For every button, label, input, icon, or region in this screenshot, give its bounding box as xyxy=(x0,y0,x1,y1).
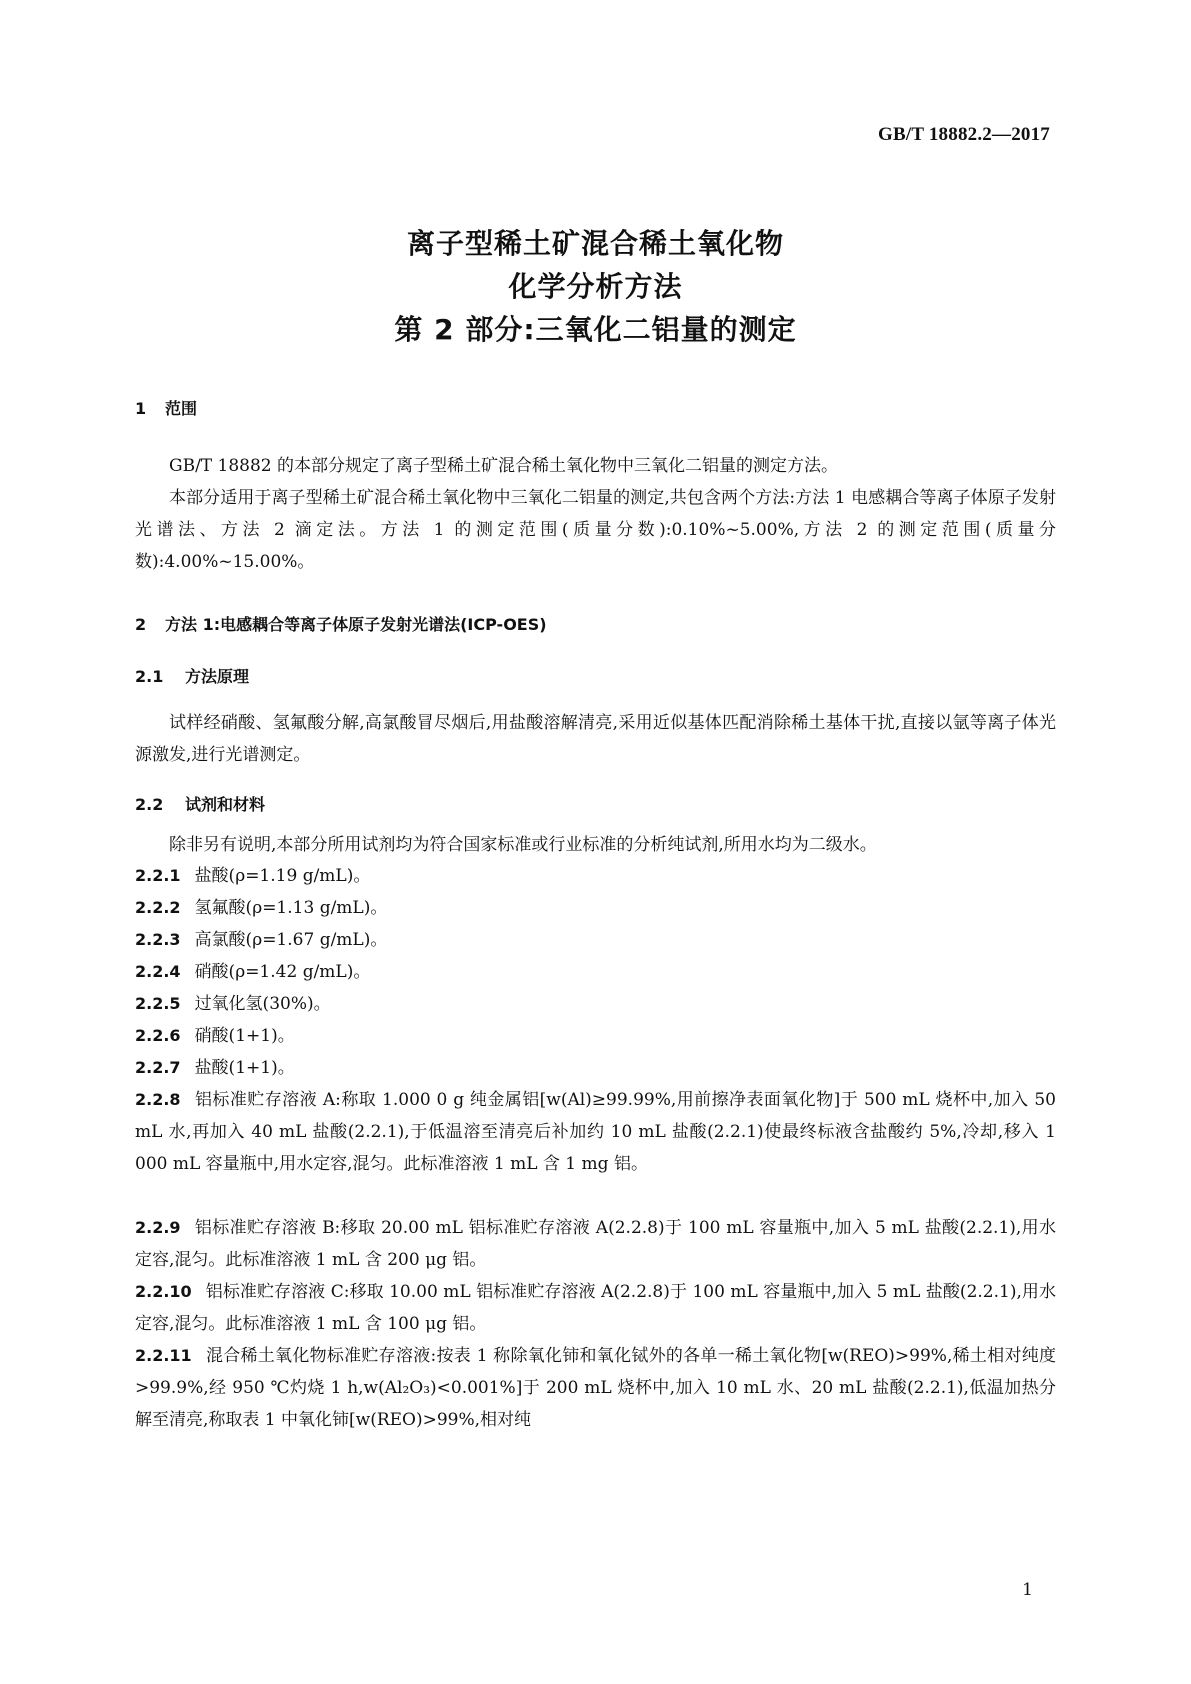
reagent-item xyxy=(135,924,1056,956)
reagent-item xyxy=(135,892,1056,924)
section-title: 方法原理 xyxy=(185,667,250,686)
item-number: 2.2.6 xyxy=(135,1026,181,1045)
reagent-item xyxy=(135,1212,1056,1276)
item-number: 2.2.2 xyxy=(135,898,181,917)
item-text: 铝标准贮存溶液 C:移取 10.00 mL 铝标准贮存溶液 A(2.2.8)于 100 mL 容量瓶中,加入 5 mL 盐酸(2.2.1),用水定容,混匀。此标准溶液 1 mL 含 100 μg 铝。 xyxy=(135,1282,1056,1334)
reagent-item xyxy=(135,860,1056,892)
section-2-1-paragraph: 试样经硝酸、氢氟酸分解,高氯酸冒尽烟后,用盐酸溶解清亮,采用近似基体匹配消除稀土基体干扰,直接以氩等离子体光源激发,进行光谱测定。 xyxy=(135,713,1056,765)
item-number: 2.2.7 xyxy=(135,1058,181,1077)
section-1-paragraph-2: 本部分适用于离子型稀土矿混合稀土氧化物中三氧化二铝量的测定,共包含两个方法:方法 1 电感耦合等离子体原子发射光谱法、方法 2 滴定法。方法 1 的测定范围(质量分数):0.10%~5.00%,方法 2 的测定范围(质量分数):4.00%~15.00%。 xyxy=(135,488,1056,572)
item-text: 铝标准贮存溶液 A:称取 1.000 0 g 纯金属铝[w(Al)≥99.99%,用前擦净表面氧化物]于 500 mL 烧杯中,加入 50 mL 水,再加入 40 mL 盐酸(2.2.1),于低温溶至清亮后补加约 10 mL 盐酸(2.2.1)使最终标液含盐酸约 5%,冷却,移入 1 000 mL 容量瓶中,用水定容,混匀。此标准溶液 1 mL 含 1 mg 铝。 xyxy=(135,1090,1056,1174)
document-title xyxy=(0,222,1191,351)
section-title: 范围 xyxy=(165,399,198,418)
reagent-item xyxy=(135,988,1056,1020)
reagent-item xyxy=(135,1020,1056,1052)
title-line-1: 离子型稀土矿混合稀土氧化物 xyxy=(406,227,784,260)
section-number: 1 xyxy=(135,399,147,418)
item-number: 2.2.11 xyxy=(135,1346,192,1365)
item-number: 2.2.10 xyxy=(135,1282,192,1301)
item-number: 2.2.9 xyxy=(135,1218,181,1237)
reagent-item xyxy=(135,1084,1056,1180)
item-text: 硝酸(1+1)。 xyxy=(194,1026,295,1046)
section-1-heading xyxy=(135,396,197,419)
section-title: 试剂和材料 xyxy=(185,795,266,814)
section-number: 2.1 xyxy=(135,667,164,686)
section-2-2-heading xyxy=(135,792,265,815)
item-text: 盐酸(1+1)。 xyxy=(194,1058,295,1078)
reagent-item xyxy=(135,956,1056,988)
section-title: 方法 1:电感耦合等离子体原子发射光谱法(ICP-OES) xyxy=(165,615,547,634)
title-line-2: 化学分析方法 xyxy=(508,270,683,303)
item-number: 2.2.3 xyxy=(135,930,181,949)
section-2-2-paragraph: 除非另有说明,本部分所用试剂均为符合国家标准或行业标准的分析纯试剂,所用水均为二级水。 xyxy=(169,835,877,855)
item-text: 铝标准贮存溶液 B:移取 20.00 mL 铝标准贮存溶液 A(2.2.8)于 100 mL 容量瓶中,加入 5 mL 盐酸(2.2.1),用水定容,混匀。此标准溶液 1 mL 含 200 μg 铝。 xyxy=(135,1218,1056,1270)
item-number: 2.2.5 xyxy=(135,994,181,1013)
item-text: 混合稀土氧化物标准贮存溶液:按表 1 称除氧化铈和氧化铽外的各单一稀土氧化物[w(REO)>99%,稀土相对纯度>99.9%,经 950 ℃灼烧 1 h,w(Al₂O₃)<0.001%]于 200 mL 烧杯中,加入 10 mL 水、20 mL 盐酸(2.2.1),低温加热分解至清亮,称取表 1 中氧化铈[w(REO)>99%,相对纯 xyxy=(135,1346,1056,1430)
section-2-heading xyxy=(135,612,547,635)
item-number: 2.2.8 xyxy=(135,1090,181,1109)
item-number: 2.2.1 xyxy=(135,866,181,885)
item-text: 过氧化氢(30%)。 xyxy=(194,994,331,1014)
section-number: 2.2 xyxy=(135,795,164,814)
standard-code: GB/T 18882.2—2017 xyxy=(878,124,1050,145)
title-line-3: 第 2 部分:三氧化二铝量的测定 xyxy=(394,313,797,346)
reagent-item xyxy=(135,1052,1056,1084)
section-2-1-heading xyxy=(135,664,249,687)
item-text: 氢氟酸(ρ=1.13 g/mL)。 xyxy=(194,898,388,918)
item-text: 高氯酸(ρ=1.67 g/mL)。 xyxy=(194,930,388,950)
section-1-paragraph-1: GB/T 18882 的本部分规定了离子型稀土矿混合稀土氧化物中三氧化二铝量的测定方法。 xyxy=(169,456,839,476)
reagent-item xyxy=(135,1340,1056,1436)
reagent-item xyxy=(135,1276,1056,1340)
section-number: 2 xyxy=(135,615,147,634)
item-text: 硝酸(ρ=1.42 g/mL)。 xyxy=(194,962,371,982)
page-number: 1 xyxy=(1022,1580,1033,1600)
item-text: 盐酸(ρ=1.19 g/mL)。 xyxy=(194,866,371,886)
item-number: 2.2.4 xyxy=(135,962,181,981)
